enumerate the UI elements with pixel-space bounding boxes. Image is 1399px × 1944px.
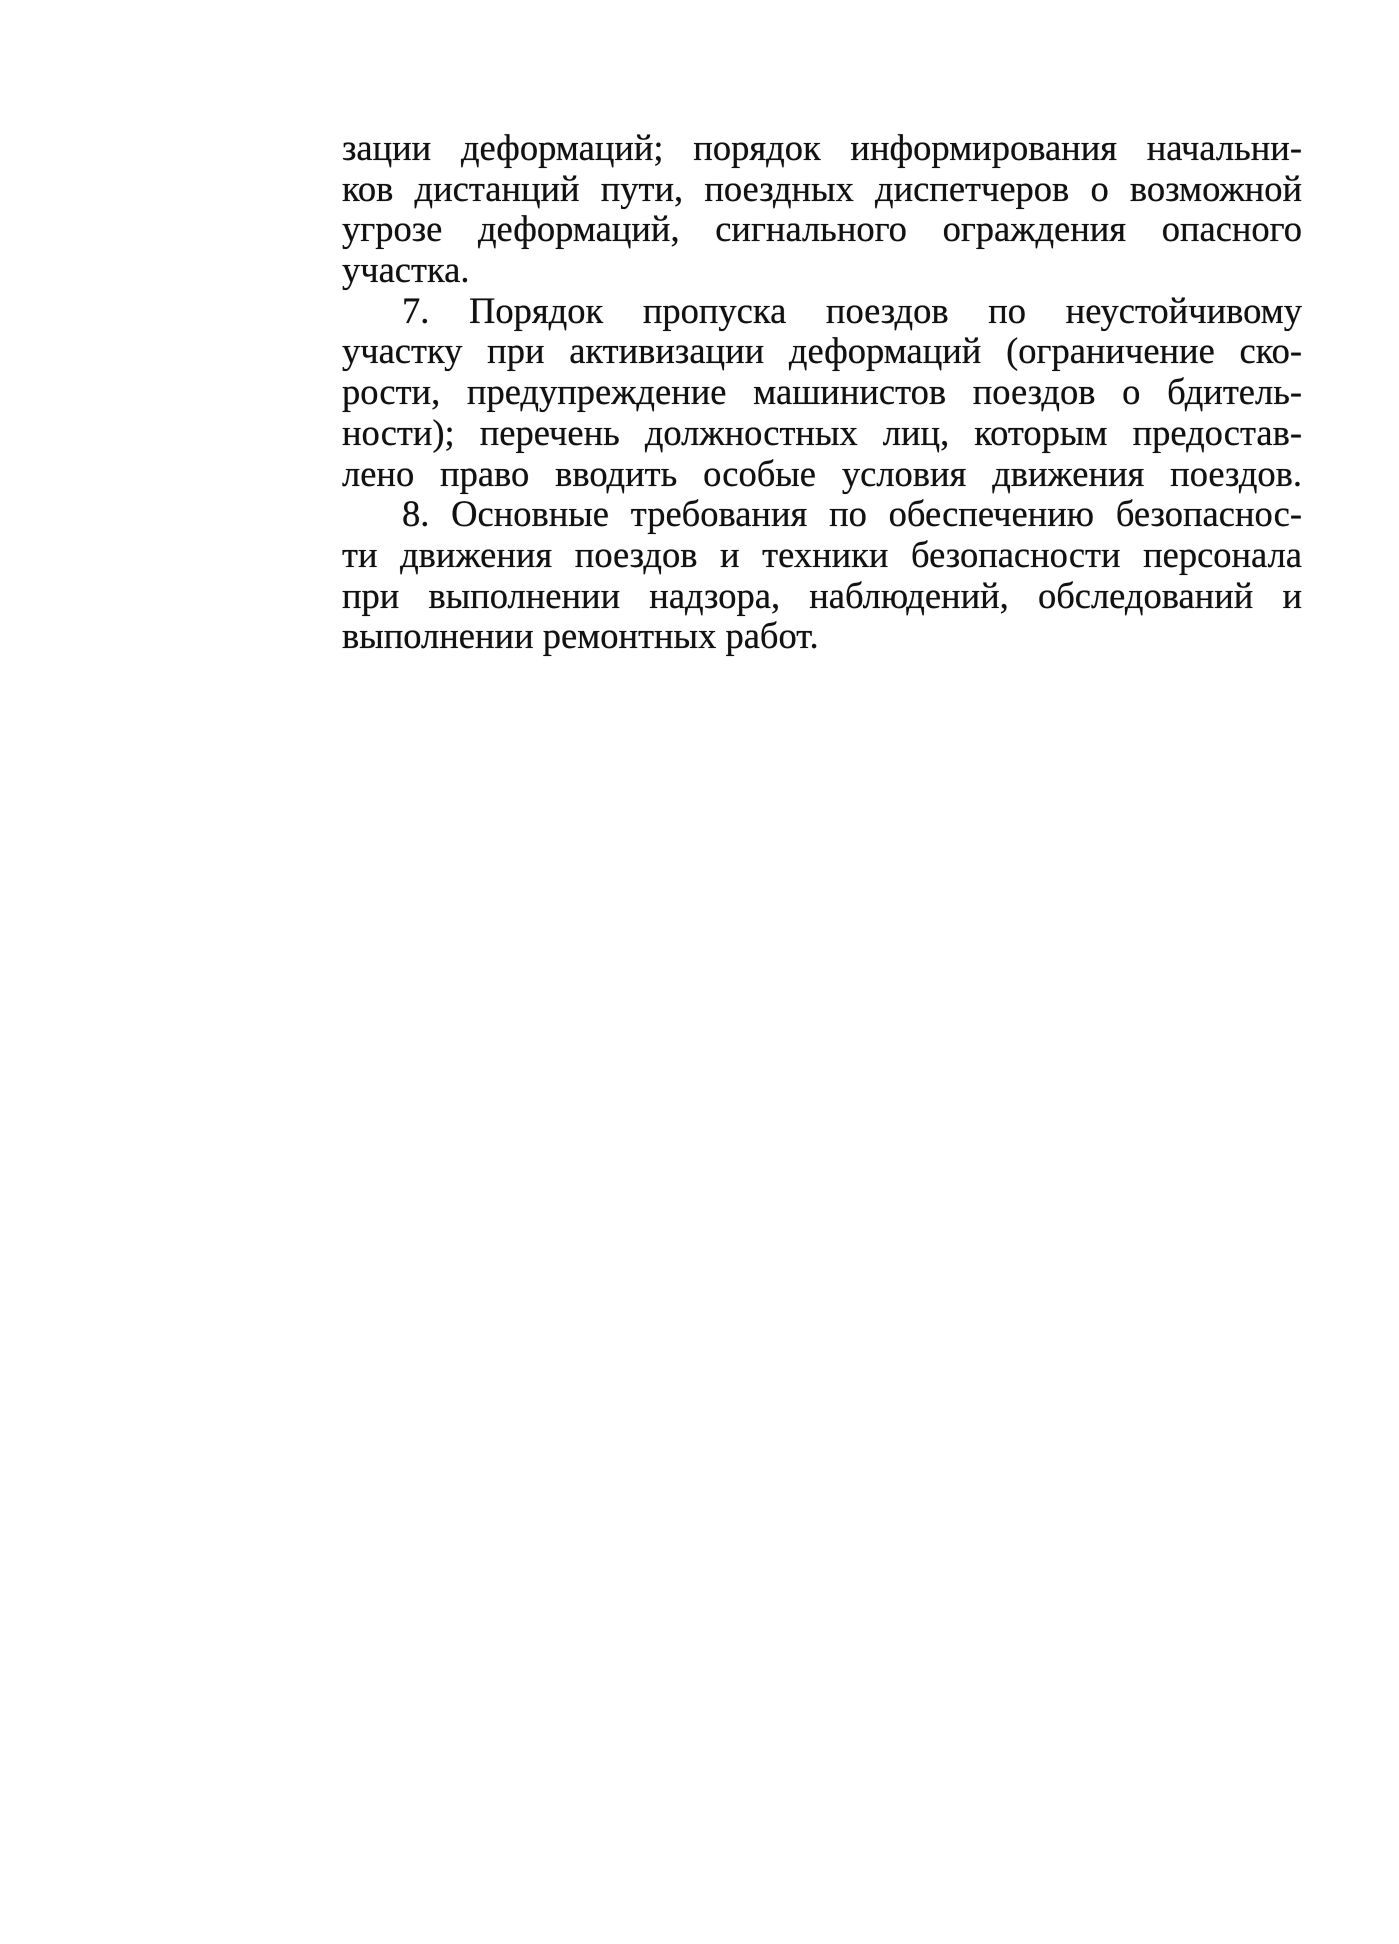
- text-line: зации деформаций; порядок информирования начальни-: [342, 127, 1302, 168]
- text-line: участка.: [342, 249, 470, 291]
- paragraph-continuation: [342, 128, 1302, 291]
- paragraph-item-7: [342, 291, 1302, 494]
- body-text: [342, 128, 1302, 657]
- text-line: выполнении ремонтных работ.: [342, 615, 819, 657]
- text-line: 8. Основные требования по обеспечению безопаснос-: [402, 493, 1302, 535]
- text-line: рости, предупреждение машинистов поездов о бдитель-: [342, 371, 1302, 413]
- text-line: при выполнении надзора, наблюдений, обследований и: [342, 574, 1302, 616]
- text-line: участку при активизации деформаций (ограничение ско-: [342, 330, 1302, 372]
- text-line: ков дистанций пути, поездных диспетчеров о возможной: [342, 167, 1302, 209]
- text-line: ти движения поездов и техники безопасности персонала: [342, 533, 1302, 575]
- text-line: 7. Порядок пропуска поездов по неустойчивому: [402, 289, 1302, 331]
- paragraph-item-8: [342, 494, 1302, 657]
- text-line: лено право вводить особые условия движения поездов.: [342, 452, 1302, 494]
- text-line: угрозе деформаций, сигнального ограждения опасного: [342, 208, 1302, 250]
- text-line: ности); перечень должностных лиц, которым предостав-: [342, 411, 1302, 453]
